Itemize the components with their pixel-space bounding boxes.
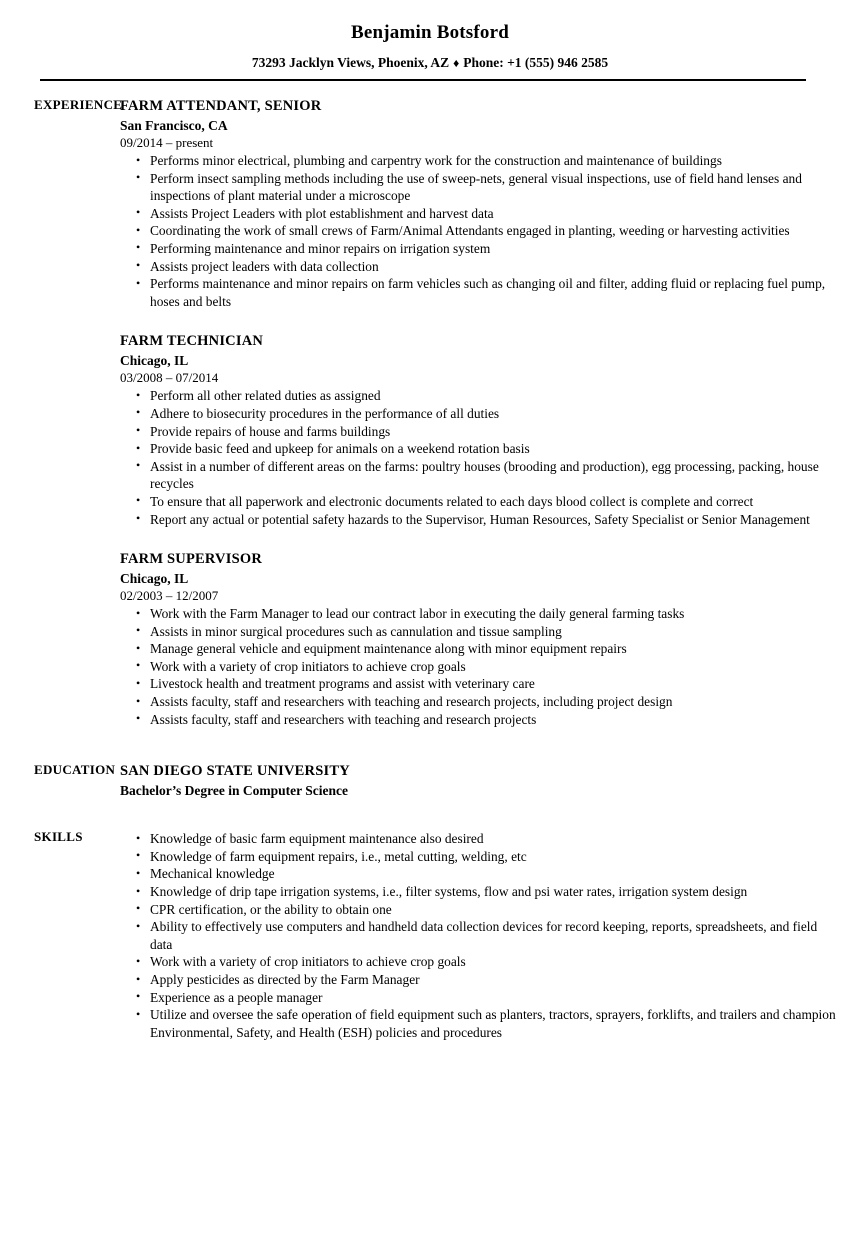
section-label-skills: SKILLS (34, 829, 83, 845)
experience-body (120, 97, 860, 728)
list-item: • Performing maintenance and minor repairs on irrigation system (124, 240, 838, 258)
contact-line (0, 54, 860, 72)
list-item: • Adhere to biosecurity procedures in the performance of all duties (124, 405, 838, 423)
list-item: • Assists Project Leaders with plot establishment and harvest data (124, 205, 838, 223)
list-item: • Provide basic feed and upkeep for animals on a weekend rotation basis (124, 440, 838, 458)
contact-address: 73293 Jacklyn Views, Phoenix, AZ (251, 55, 450, 70)
skills-section (0, 829, 860, 1041)
school-name: SAN DIEGO STATE UNIVERSITY (120, 763, 350, 780)
section-label-education: EDUCATION (34, 762, 116, 778)
skills-bullet-list (120, 830, 838, 1041)
skills-body (120, 829, 860, 1041)
degree-name: Bachelor’s Degree in Computer Science (120, 783, 348, 799)
list-item: • To ensure that all paperwork and electronic documents related to each days blood collect is complete and correct (124, 493, 838, 511)
header-divider (40, 79, 806, 81)
list-item: • Manage general vehicle and equipment maintenance along with minor equipment repairs (124, 640, 838, 658)
job-dates: 09/2014 – present (120, 135, 214, 150)
list-item: • Provide repairs of house and farms buildings (124, 423, 838, 441)
education-entry (120, 762, 838, 799)
list-item: • Performs maintenance and minor repairs on farm vehicles such as changing oil and filter, adding fluid or replacing fuel pump, hoses and belts (124, 275, 838, 310)
list-item: • CPR certification, or the ability to obtain one (124, 901, 838, 919)
job-entry (120, 550, 838, 728)
list-item: • Perform insect sampling methods including the use of sweep-nets, general visual inspections, use of field hand lenses and inspections of plant material under a microscope (124, 170, 838, 205)
job-dates: 02/2003 – 12/2007 (120, 588, 219, 604)
education-body (120, 762, 860, 799)
job-title: FARM ATTENDANT, SENIOR (120, 98, 322, 114)
candidate-name: Benjamin Botsford (350, 22, 510, 43)
list-item: • Assists in minor surgical procedures such as cannulation and tissue sampling (124, 623, 838, 641)
job-dates: 03/2008 – 07/2014 (120, 370, 219, 386)
diamond-separator-icon: ♦ (453, 56, 460, 70)
education-section (0, 762, 860, 799)
job-title: FARM SUPERVISOR (120, 551, 262, 568)
list-item: • Knowledge of farm equipment repairs, i.e., metal cutting, welding, etc (124, 848, 838, 866)
job-location: Chicago, IL (120, 571, 189, 587)
list-item: • Assists faculty, staff and researchers with teaching and research projects (124, 711, 838, 729)
list-item: • Work with a variety of crop initiators to achieve crop goals (124, 953, 838, 971)
job-location: San Francisco, CA (120, 118, 228, 133)
list-item: • Perform all other related duties as assigned (124, 387, 838, 405)
list-item: • Experience as a people manager (124, 989, 838, 1007)
job-bullet-list (120, 605, 838, 728)
list-item: • Report any actual or potential safety hazards to the Supervisor, Human Resources, Safety Specialist or Senior Management (124, 511, 838, 529)
list-item: • Assist in a number of different areas on the farms: poultry houses (brooding and production), egg processing, packing, house recycles (124, 458, 838, 493)
list-item: • Knowledge of drip tape irrigation systems, i.e., filter systems, flow and psi water rates, irrigation system design (124, 883, 838, 901)
list-item: • Utilize and oversee the safe operation of field equipment such as planters, tractors, sprayers, forklifts, and trailers and champion Environmental, Safety, and Health (ESH) policies and procedures (124, 1006, 838, 1041)
list-item: • Assists faculty, staff and researchers with teaching and research projects, including project design (124, 693, 838, 711)
contact-phone: Phone: +1 (555) 946 2585 (463, 55, 609, 70)
list-item: • Ability to effectively use computers and handheld data collection devices for record keeping, reports, spreadsheets, and field data (124, 918, 838, 953)
job-entry (120, 332, 838, 528)
list-item: • Performs minor electrical, plumbing and carpentry work for the construction and maintenance of buildings (124, 152, 838, 170)
list-item: • Livestock health and treatment programs and assist with veterinary care (124, 675, 838, 693)
list-item: • Assists project leaders with data collection (124, 258, 838, 276)
job-bullet-list (120, 387, 838, 528)
list-item: • Knowledge of basic farm equipment maintenance also desired (124, 830, 838, 848)
job-location: Chicago, IL (120, 353, 189, 369)
section-label-experience: EXPERIENCE (34, 97, 123, 112)
list-item: • Work with a variety of crop initiators to achieve crop goals (124, 658, 838, 676)
list-item: • Work with the Farm Manager to lead our contract labor in executing the daily general farming tasks (124, 605, 838, 623)
list-item: • Coordinating the work of small crews of Farm/Animal Attendants engaged in planting, weeding or harvesting activities (124, 222, 838, 240)
list-item: • Apply pesticides as directed by the Farm Manager (124, 971, 838, 989)
list-item: • Mechanical knowledge (124, 865, 838, 883)
experience-section (0, 97, 860, 728)
job-bullet-list (120, 152, 838, 310)
job-entry (120, 97, 838, 310)
resume-header (0, 0, 860, 81)
job-title: FARM TECHNICIAN (120, 333, 264, 350)
